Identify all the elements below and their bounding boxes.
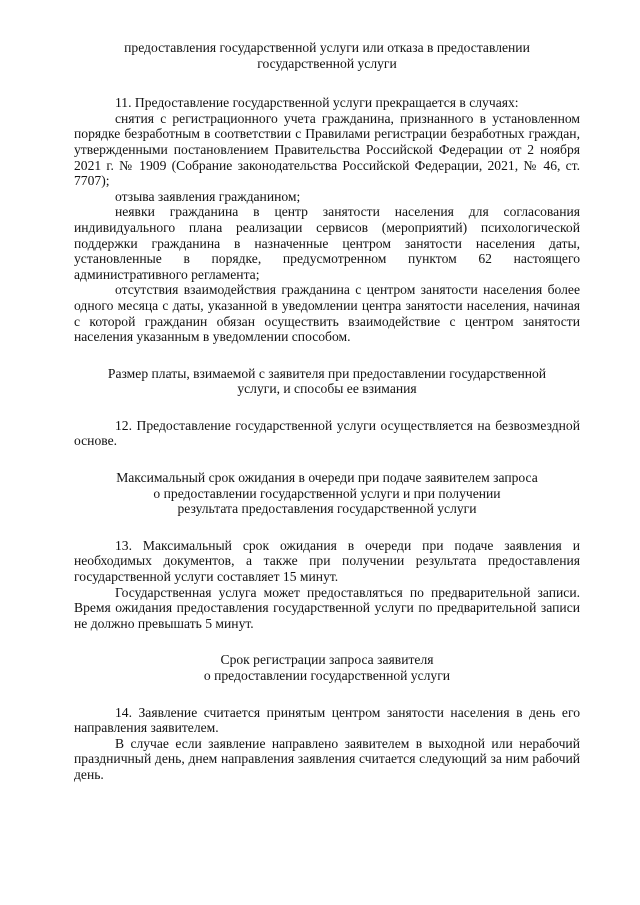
- section-11-item: снятия с регистрационного учета гражданина, признанного в установленном порядке безработным в соответствии с Правилами регистрации безработных граждан, утвержденными постановлением Правительства Российской Федерации от 2 ноября 2021 г. № 1909 (Собрание законодательства Российской Федерации, 2021, № 46, ст. 7707);: [74, 110, 580, 189]
- section-12: [74, 418, 580, 449]
- section-14-paragraph: В случае если заявление направлено заявителем в выходной или нерабочий праздничный день, днем направления заявления считается следующий за ним рабочий день.: [74, 735, 580, 782]
- heading-line: о предоставлении государственной услуги: [203, 668, 451, 683]
- queue-heading: [74, 470, 580, 517]
- section-14: [74, 705, 580, 783]
- heading-line: предоставления государственной услуги или отказа в предоставлении: [124, 40, 530, 55]
- section-11-item: неявки гражданина в центр занятости населения для согласования индивидуального плана реализации сервисов (мероприятий) психологической поддержки гражданина в назначенные центром занятости населения даты, установленные в порядке, предусмотренном пунктом 62 настоящего административного регламента;: [74, 204, 580, 282]
- heading-line: результата предоставления государственной услуги: [177, 501, 477, 517]
- section-11-item: отзыва заявления гражданином;: [115, 188, 301, 204]
- section-12-text: 12. Предоставление государственной услуги осуществляется на безвозмездной основе.: [74, 417, 580, 449]
- section-11-intro: 11. Предоставление государственной услуги прекращается в случаях:: [115, 95, 519, 111]
- section-heading-continuation: [74, 40, 580, 71]
- heading-line: услуги, и способы ее взимания: [237, 381, 417, 397]
- heading-line: государственной услуги: [257, 55, 397, 71]
- section-13-paragraph: Государственная услуга может предоставляться по предварительной записи. Время ожидания предоставления государственной услуги по предварительной записи не должно превышать 5 минут.: [74, 584, 580, 631]
- section-11: [74, 95, 580, 345]
- document-page: [74, 40, 580, 783]
- heading-line: Размер платы, взимаемой с заявителя при предоставлении государственной: [107, 365, 547, 381]
- heading-line: Срок регистрации запроса заявителя: [220, 652, 434, 668]
- section-13-paragraph: 13. Максимальный срок ожидания в очереди при подаче заявления и необходимых документов, а также при получении результата предоставления государственной услуги составляет 15 минут.: [74, 537, 580, 585]
- heading-line: о предоставлении государственной услуги и при получении: [153, 485, 501, 501]
- heading-line: Максимальный срок ожидания в очереди при подаче заявителем запроса: [116, 470, 538, 486]
- section-14-paragraph: 14. Заявление считается принятым центром занятости населения в день его направления заявителем.: [74, 704, 580, 736]
- registration-heading: [74, 652, 580, 683]
- section-13: [74, 538, 580, 632]
- section-11-item: отсутствия взаимодействия гражданина с центром занятости населения более одного месяца с даты, указанной в уведомлении центра занятости населения, начиная с которой гражданин обязан осуществить взаимодействие с центром занятости населения указанным в уведомлении способом.: [74, 282, 580, 345]
- fee-heading: [74, 366, 580, 397]
